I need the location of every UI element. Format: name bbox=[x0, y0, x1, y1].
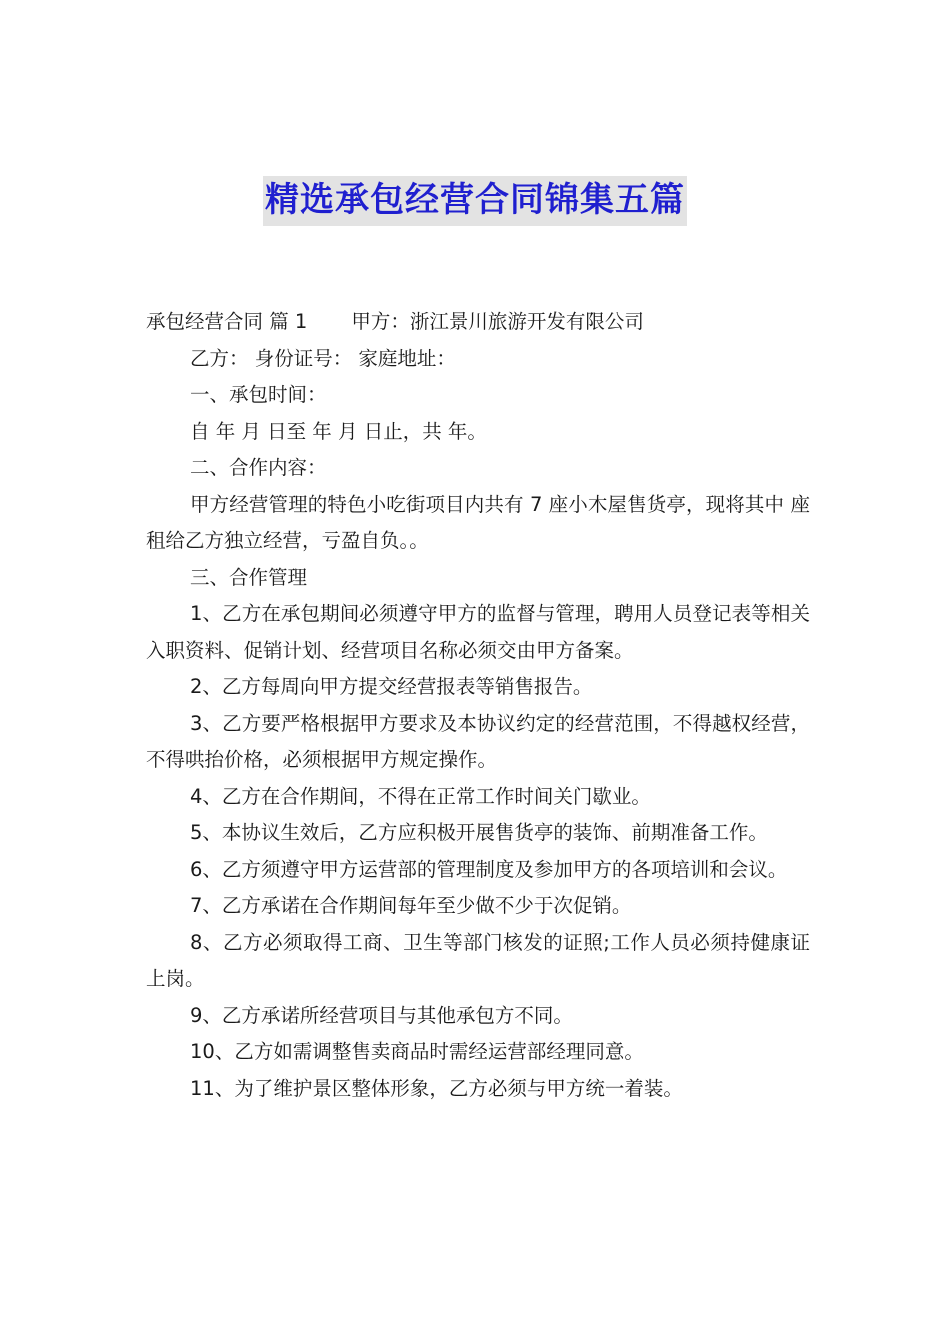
paragraph: 三、合作管理 bbox=[190, 565, 308, 589]
paragraph: 2、乙方每周向甲方提交经营报表等销售报告。 bbox=[190, 675, 593, 698]
paragraph: 5、本协议生效后，乙方应积极开展售货亭的装饰、前期准备工作。 bbox=[190, 821, 768, 844]
paragraph: 1、乙方在承包期间必须遵守甲方的监督与管理，聘用人员登记表等相关入职资料、促销计划、经营项目名称必须交由甲方备案。 bbox=[146, 602, 810, 662]
paragraph: 一、承包时间： bbox=[190, 383, 327, 406]
paragraph: 10、乙方如需调整售卖商品时需经运营部经理同意。 bbox=[190, 1040, 644, 1063]
contract-heading: 承包经营合同 篇 1 bbox=[146, 310, 308, 333]
party-a-line: 甲方：浙江景川旅游开发有限公司 bbox=[351, 310, 644, 333]
document-title: 精选承包经营合同锦集五篇 bbox=[263, 176, 687, 226]
paragraph: 9、乙方承诺所经营项目与其他承包方不同。 bbox=[190, 1003, 573, 1027]
paragraph: 3、乙方要严格根据甲方要求及本协议约定的经营范围，不得越权经营，不得哄抬价格，必须根据甲方规定操作。 bbox=[146, 711, 810, 771]
paragraph: 二、合作内容： bbox=[190, 456, 327, 479]
paragraph: 8、乙方必须取得工商、卫生等部门核发的证照;工作人员必须持健康证上岗。 bbox=[146, 930, 810, 990]
first-line bbox=[146, 304, 810, 341]
paragraph: 自 年 月 日至 年 月 日止，共 年。 bbox=[190, 419, 487, 443]
paragraph: 4、乙方在合作期间，不得在正常工作时间关门歇业。 bbox=[190, 784, 651, 808]
paragraph: 甲方经营管理的特色小吃街项目内共有 7 座小木屋售货亭，现将其中 座租给乙方独立经营，亏盈自负。。 bbox=[146, 492, 810, 552]
paragraph: 乙方： 身份证号： 家庭地址： bbox=[190, 346, 456, 370]
paragraph: 7、乙方承诺在合作期间每年至少做不少于次促销。 bbox=[190, 894, 632, 917]
paragraph: 11、为了维护景区整体形象，乙方必须与甲方统一着装。 bbox=[190, 1076, 683, 1100]
title-block bbox=[0, 176, 950, 226]
document-body bbox=[146, 304, 810, 1107]
paragraph: 6、乙方须遵守甲方运营部的管理制度及参加甲方的各项培训和会议。 bbox=[190, 857, 788, 881]
